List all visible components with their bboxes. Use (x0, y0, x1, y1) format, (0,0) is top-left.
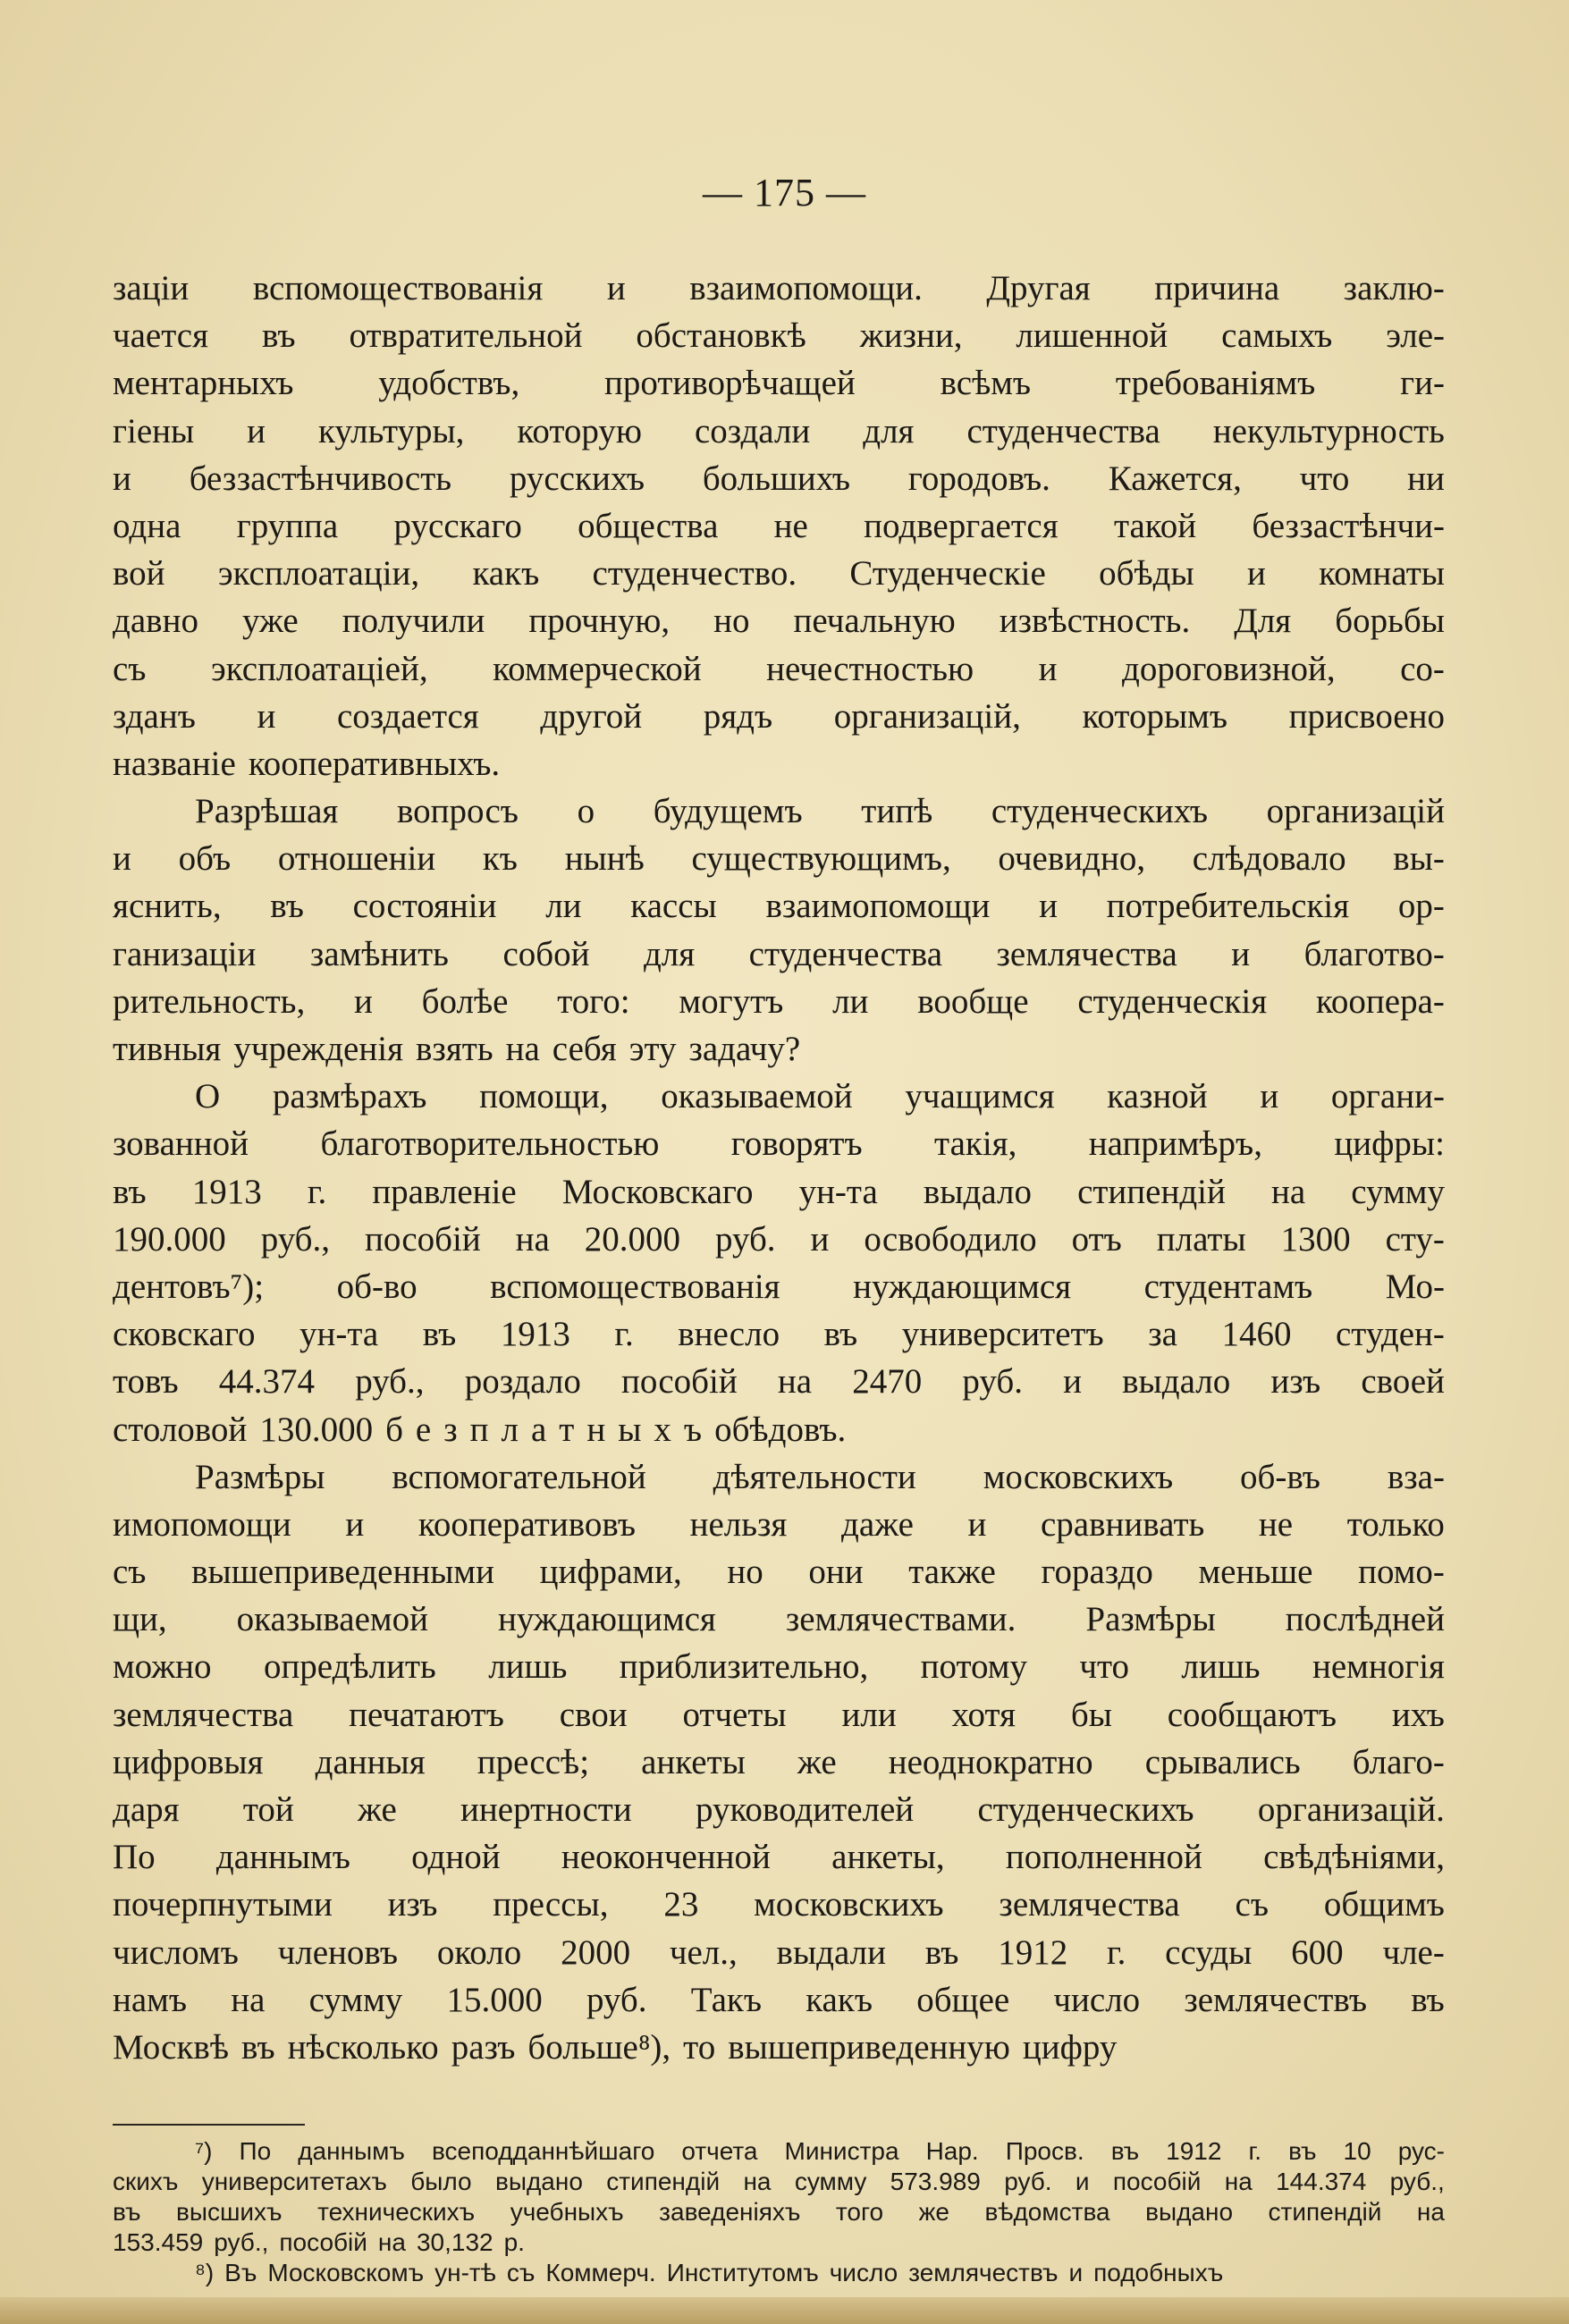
text-line: столовой 130.000 б е з п л а т н ы х ъ обѣдовъ. (113, 1410, 847, 1449)
footnote-line: 153.459 руб., пособій на 30,132 р. (113, 2228, 525, 2256)
page-edge-shadow (0, 2297, 1569, 2324)
text-line: Москвѣ въ нѣсколько разъ больше⁸), то вышеприведенную цифру (113, 2027, 1118, 2067)
page-number: — 175 — (703, 171, 866, 215)
body-text (113, 265, 1445, 2071)
text-line: съ эксплоатаціей, коммерческой нечестностью и дороговизной, со- (113, 649, 1445, 688)
text-line: зованной благотворительностью говорятъ такія, напримѣръ, цифры: (113, 1124, 1445, 1164)
text-line: и беззастѣнчивость русскихъ большихъ городовъ. Кажется, что ни (113, 459, 1445, 498)
text-line: давно уже получили прочную, но печальную извѣстность. Для борьбы (113, 602, 1445, 641)
text-line: О размѣрахъ помощи, оказываемой учащимся казной и органи- (195, 1077, 1445, 1116)
text-line: имопомощи и кооперативовъ нельзя даже и сравнивать не только (113, 1504, 1445, 1544)
text-line: даря той же инертности руководителей студенческихъ организацій. (113, 1790, 1445, 1829)
footnote-line: ⁸) Въ Московскомъ ун-тѣ съ Коммерч. Институтомъ число землячествъ и подобныхъ (195, 2259, 1224, 2286)
text-line: рительность, и болѣе того: могутъ ли вообще студенческія коопера- (113, 981, 1445, 1021)
text-line: одна группа русскаго общества не подвергается такой беззастѣнчи- (113, 506, 1445, 545)
text-line: сковскаго ун-та въ 1913 г. внесло въ университетъ за 1460 студен- (113, 1315, 1445, 1354)
text-line: зданъ и создается другой рядъ организацій, которымъ присвоено (113, 696, 1445, 736)
text-line: По даннымъ одной неоконченной анкеты, пополненной свѣдѣніями, (113, 1838, 1445, 1877)
text-line: 190.000 руб., пособій на 20.000 руб. и освободило отъ платы 1300 сту- (113, 1219, 1445, 1259)
text-line: тивныя учрежденія взять на себя эту задачу? (113, 1030, 801, 1068)
paragraph (113, 1453, 1445, 2071)
text-line: Разрѣшая вопросъ о будущемъ типѣ студенческихъ организацій (195, 792, 1445, 831)
text-line: дентовъ⁷); об-во вспомоществованія нуждающимся студентамъ Мо- (113, 1267, 1445, 1306)
footnotes (113, 2136, 1445, 2288)
text-line: щи, оказываемой нуждающимся землячествами. Размѣры послѣдней (113, 1600, 1445, 1639)
text-line: можно опредѣлить лишь приблизительно, потому что лишь немногія (113, 1647, 1445, 1687)
text-line: цифровыя данныя прессѣ; анкеты же неоднократно срывались благо- (113, 1742, 1445, 1781)
footnote (113, 2258, 1445, 2288)
text-line: заціи вспомоществованія и взаимопомощи. Другая причина заклю- (113, 269, 1445, 307)
text-line: землячества печатаютъ свои отчеты или хотя бы сообщаютъ ихъ (113, 1695, 1445, 1734)
text-line: почерпнутыми изъ прессы, 23 московскихъ землячества съ общимъ (113, 1885, 1445, 1924)
paragraph (113, 265, 1445, 787)
text-line: и объ отношеніи къ нынѣ существующимъ, очевидно, слѣдовало вы- (113, 839, 1445, 879)
paragraph (113, 1073, 1445, 1453)
footnote-line: въ высшихъ техническихъ учебныхъ заведеніяхъ того же вѣдомства выдано стипендій на (113, 2198, 1445, 2226)
footnote-line: ⁷) По даннымъ всеподданнѣйшаго отчета Министра Нар. Просв. въ 1912 г. въ 10 рус- (195, 2137, 1445, 2165)
text-line: съ вышеприведенными цифрами, но они также гораздо меньше помо- (113, 1553, 1445, 1592)
text-line: вой эксплоатаціи, какъ студенчество. Студенческіе обѣды и комнаты (113, 554, 1445, 594)
text-line: гіены и культуры, которую создали для студенчества некультурность (113, 411, 1445, 450)
text-line: намъ на сумму 15.000 руб. Такъ какъ общее число землячествъ въ (113, 1980, 1445, 2019)
text-line: ганизаціи замѣнить собой для студенчества землячества и благотво- (113, 934, 1445, 973)
text-line: чается въ отвратительной обстановкѣ жизни, лишенной самыхъ эле- (113, 316, 1445, 356)
footnote (113, 2136, 1445, 2258)
text-line: ментарныхъ удобствъ, противорѣчащей всѣмъ требованіямъ ги- (113, 364, 1445, 403)
text-line: товъ 44.374 руб., роздало пособій на 2470 руб. и выдало изъ своей (113, 1362, 1445, 1402)
footnote-line: скихъ университетахъ было выдано стипендій на сумму 573.989 руб. и пособій на 144.374 руб., (113, 2168, 1445, 2195)
footnote-divider (113, 2124, 305, 2126)
paragraph (113, 787, 1445, 1073)
text-line: яснить, въ состояніи ли кассы взаимопомощи и потребительскія ор- (113, 887, 1445, 926)
text-line: числомъ членовъ около 2000 чел., выдали въ 1912 г. ссуды 600 чле- (113, 1932, 1445, 1972)
text-line: въ 1913 г. правленіе Московскаго ун-та выдало стипендій на сумму (113, 1172, 1445, 1211)
text-line: Размѣры вспомогательной дѣятельности московскихъ об-въ вза- (195, 1457, 1445, 1496)
text-line: названіе кооперативныхъ. (113, 744, 501, 783)
